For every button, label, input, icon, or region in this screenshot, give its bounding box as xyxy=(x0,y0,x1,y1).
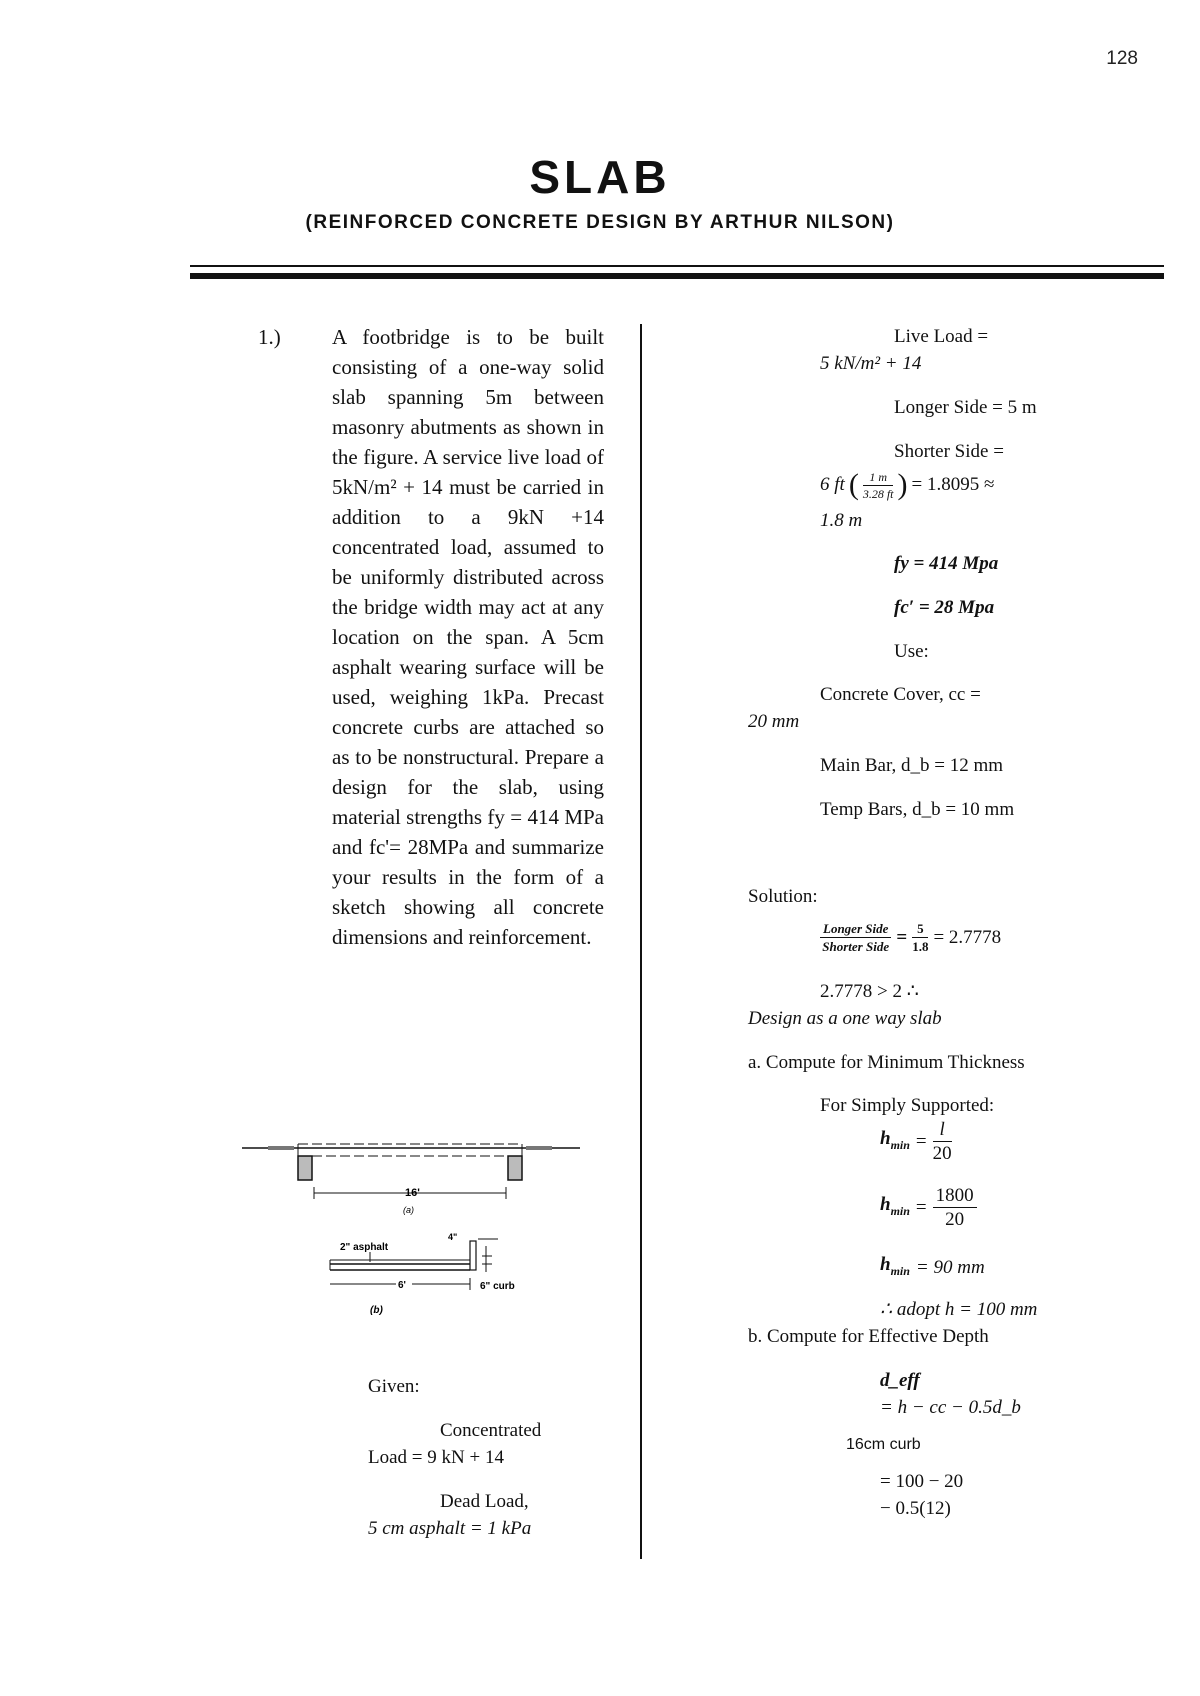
deff-substituted-1: = 100 − 20 xyxy=(880,1471,964,1492)
side-ratio-numerator: Longer Side xyxy=(820,922,891,938)
live-load-expr: 5 kN/m² + 14 xyxy=(820,353,922,374)
page-title: SLAB xyxy=(529,151,671,203)
figure-b-width-dim: 6' xyxy=(398,1280,406,1291)
hmin-formula: $h_{min}$ = $\frac{l}{20}$ xyxy=(880,1119,952,1164)
shorter-side-ft: 6 ft xyxy=(820,474,845,495)
hmin-result-row: $h_{min}$ = 90 mm xyxy=(880,1252,985,1284)
hmin-1-denominator: 20 xyxy=(932,1143,952,1164)
step-b-heading: b. Compute for Effective Depth xyxy=(748,1326,989,1347)
hmin-result: = 90 mm xyxy=(915,1256,985,1278)
title-rule-thick xyxy=(190,273,1164,279)
side-ratio-values xyxy=(912,922,928,953)
design-as-one-way: Design as a one way slab xyxy=(748,1008,942,1029)
conversion-numerator: 1 m xyxy=(863,471,894,486)
step-a-heading: a. Compute for Minimum Thickness xyxy=(748,1052,1025,1073)
deff-label: d_eff xyxy=(880,1370,920,1391)
longer-side: Longer Side = 5 m xyxy=(894,397,1037,418)
side-ratio-value-num: 5 xyxy=(912,922,928,938)
fc-value: fc′ = 28 Mpa xyxy=(894,597,995,618)
deff-substituted-2: − 0.5(12) xyxy=(880,1498,951,1519)
curb-note: 16cm curb xyxy=(846,1436,921,1453)
solution-heading: Solution: xyxy=(748,886,818,907)
problem-number: 1.) xyxy=(258,325,281,349)
conversion-denominator: 3.28 ft xyxy=(862,486,894,501)
hmin-1-numerator: l xyxy=(933,1120,952,1142)
main-bar: Main Bar, d_b = 12 mm xyxy=(820,755,1004,776)
figure-a-elevation xyxy=(242,1144,580,1215)
figure-b-section xyxy=(330,1232,515,1316)
figure-a-span-dim: 16' xyxy=(405,1187,420,1199)
shorter-side-label: Shorter Side = xyxy=(894,441,1004,462)
deff-expr: = h − cc − 0.5d_b xyxy=(880,1397,1021,1418)
temp-bars: Temp Bars, d_b = 10 mm xyxy=(820,799,1015,820)
ratio-compare: 2.7778 > 2 ∴ xyxy=(820,981,919,1002)
shorter-side-conversion: 6 ft ( $\frac{1 m}{3.28 ft}$ ) = 1.8095 ≈ xyxy=(820,468,995,501)
adopt-h: ∴ adopt h = 100 mm xyxy=(880,1299,1038,1320)
hmin-fraction-1 xyxy=(933,1120,952,1163)
side-ratio-result: = 2.7778 xyxy=(933,926,1002,948)
problem-statement: A footbridge is to be built consisting of a one-way solid slab spanning 5m between masonry abutments as shown in the figure. A service live load of 5kN/m² + 14 must be carried in addition to a 9kN +14 concentrated load, assumed to be uniformly distributed across the bridge width may act at any location on the span. A 5cm asphalt wearing surface will be used, weighing 1kPa. Precast concrete curbs are attached so as to be nonstructural. Prepare a design for the slab, using material strengths fy = 414 MPa and fc'= 28MPa and summarize your results in the form of a sketch showing all concrete dimensions and reinforcement. xyxy=(332,325,604,949)
simply-supported: For Simply Supported: xyxy=(820,1095,995,1116)
live-load-label: Live Load = xyxy=(894,326,989,347)
page-number: 128 xyxy=(1106,48,1138,69)
given-conc-label: Concentrated xyxy=(440,1420,542,1441)
side-ratio-fraction xyxy=(820,922,891,953)
side-ratio-value-den: 1.8 xyxy=(912,939,929,954)
side-ratio-equals: = xyxy=(896,926,908,948)
side-ratio-denominator: Shorter Side xyxy=(822,939,890,954)
fy-value: fy = 414 Mpa xyxy=(894,553,999,574)
hmin-fraction-2 xyxy=(933,1186,977,1229)
cover-label: Concrete Cover, cc = xyxy=(820,684,981,705)
hmin-substituted: $h_{min}$ = $\frac{1800}{20}$ xyxy=(880,1186,977,1229)
column-divider xyxy=(640,324,642,1559)
hmin-2-denominator: 20 xyxy=(945,1209,965,1230)
given-dead-expr: 5 cm asphalt = 1 kPa xyxy=(368,1518,532,1539)
title-rule-thin xyxy=(190,265,1164,267)
figure-b-asphalt-label: 2" asphalt xyxy=(340,1242,389,1253)
shorter-side-result: = 1.8095 ≈ xyxy=(911,474,995,495)
figure-a-label: (a) xyxy=(403,1205,414,1215)
figure-b-label: (b) xyxy=(370,1305,383,1316)
hmin-2-numerator: 1800 xyxy=(933,1186,977,1208)
page-subtitle: (REINFORCED CONCRETE DESIGN BY ARTHUR NILSON) xyxy=(305,212,895,233)
use-label: Use: xyxy=(894,641,929,662)
shorter-side-rounded: 1.8 m xyxy=(820,510,863,531)
cover-value: 20 mm xyxy=(748,711,800,732)
given-heading: Given: xyxy=(368,1376,420,1397)
footbridge-figure xyxy=(240,1138,590,1338)
figure-b-curb-top: 4" xyxy=(448,1232,458,1242)
given-dead-label: Dead Load, xyxy=(440,1491,529,1512)
conversion-fraction xyxy=(863,471,894,500)
side-ratio xyxy=(820,922,1001,953)
given-conc-expr: Load = 9 kN + 14 xyxy=(368,1447,504,1468)
figure-b-curb-label: 6" curb xyxy=(480,1281,515,1292)
